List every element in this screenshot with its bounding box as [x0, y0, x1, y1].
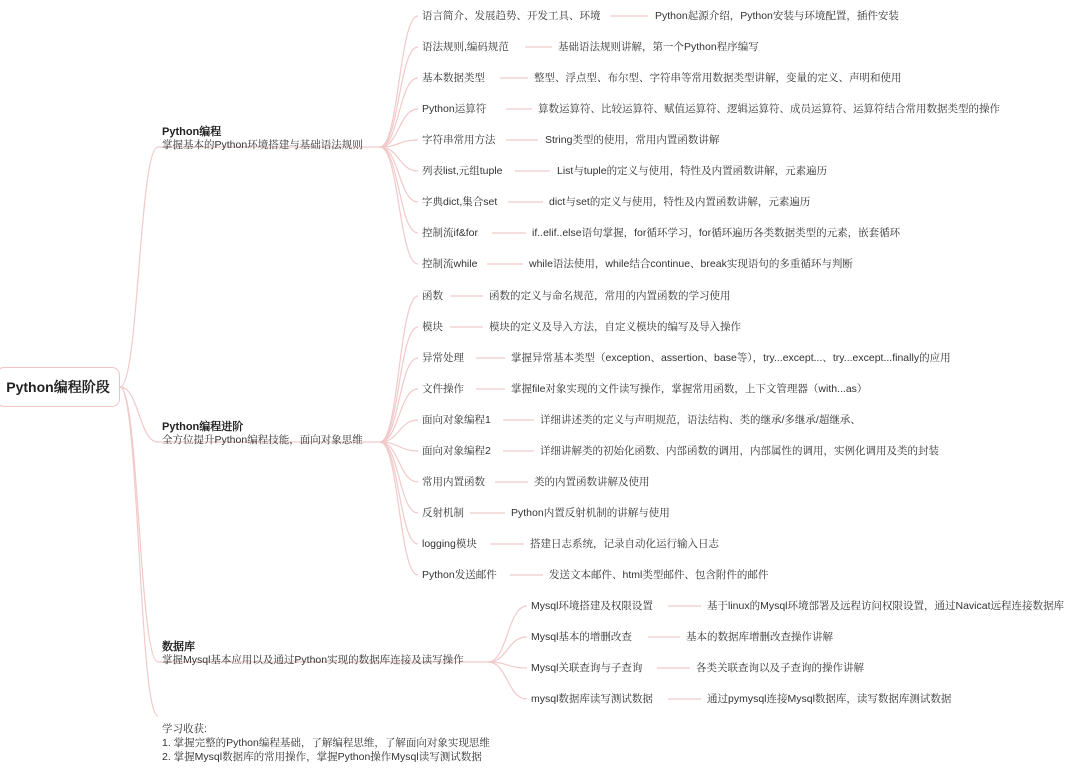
topic-label[interactable]: 列表list,元组tuple [422, 165, 503, 177]
topic-detail: String类型的使用，常用内置函数讲解 [545, 134, 720, 146]
branch-topic-link [380, 296, 418, 442]
topic-label[interactable]: 异常处理 [422, 352, 464, 364]
branch-database[interactable] [162, 641, 464, 667]
branch-topic-link [380, 47, 418, 147]
topic-label[interactable]: 面向对象编程2 [422, 445, 491, 457]
topic-label[interactable]: Python发送邮件 [422, 569, 497, 581]
topic-detail: if..elif..else语句掌握，for循环学习，for循环遍历各类数据类型的元素，嵌套循环 [532, 227, 901, 239]
topic-detail: 类的内置函数讲解及使用 [534, 476, 650, 488]
topic-detail: 详细讲述类的定义与声明规范，语法结构、类的继承/多继承/超继承、 [540, 414, 861, 426]
topic-label[interactable]: Python运算符 [422, 103, 487, 115]
root-branch-link [120, 147, 158, 387]
topic-detail: 基本的数据库增删改查操作讲解 [686, 631, 833, 643]
topic-label[interactable]: 函数 [422, 290, 443, 302]
topic-detail: Python内置反射机制的讲解与使用 [511, 507, 670, 519]
topic-detail: 详细讲解类的初始化函数、内部函数的调用，内部属性的调用，实例化调用及类的封装 [540, 445, 939, 457]
branch-topic-link [488, 606, 527, 662]
topic-label[interactable]: Mysql关联查询与子查询 [531, 662, 643, 674]
root-notes-link [120, 387, 158, 716]
branch-topic-link [380, 147, 418, 202]
root-label: Python编程阶段 [6, 379, 110, 395]
topic-detail: 整型、浮点型、布尔型、字符串等常用数据类型讲解，变量的定义、声明和使用 [534, 72, 902, 84]
topic-label[interactable]: 控制流if&for [422, 227, 479, 239]
topic-detail: 掌握异常基本类型（exception、assertion、base等），try...except...、try...except...finally的应用 [511, 352, 951, 364]
branch-topic-link [380, 327, 418, 442]
topic-label[interactable]: 反射机制 [422, 507, 464, 519]
branch-topic-link [488, 637, 527, 662]
learning-outcomes [162, 722, 490, 764]
branch-python-advanced[interactable] [162, 421, 363, 447]
branch-topic-link [380, 78, 418, 147]
root-node[interactable] [0, 367, 120, 407]
notes-item: 2. 掌握Mysql数据库的常用操作，掌握Python操作Mysql读写测试数据 [162, 751, 482, 763]
topic-detail: 模块的定义及导入方法，自定义模块的编写及导入操作 [489, 321, 741, 333]
branch-topic-link [380, 147, 418, 264]
topic-detail: 发送文本邮件、html类型邮件、包含附件的邮件 [549, 569, 769, 581]
branch-topic-link [380, 389, 418, 442]
topic-label[interactable]: 基本数据类型 [422, 72, 485, 84]
branch-subtitle: 掌握Mysql基本应用以及通过Python实现的数据库连接及读写操作 [162, 654, 464, 666]
topic-label[interactable]: 面向对象编程1 [422, 414, 491, 426]
notes-item: 1. 掌握完整的Python编程基础，了解编程思维，了解面向对象实现思维 [162, 737, 490, 749]
topic-detail: 通过pymysql连接Mysql数据库，读写数据库测试数据 [707, 693, 952, 705]
branch-topic-link [380, 442, 418, 513]
topic-detail: 算数运算符、比较运算符、赋值运算符、逻辑运算符、成员运算符、运算符结合常用数据类型的操作 [538, 103, 1000, 115]
topic-label[interactable]: 语言简介、发展趋势、开发工具、环境 [422, 10, 601, 22]
branch-topic-link [380, 442, 418, 544]
topic-label[interactable]: 字典dict,集合set [422, 196, 498, 208]
topic-label[interactable]: 模块 [422, 321, 443, 333]
topic-label[interactable]: 文件操作 [422, 383, 464, 395]
branch-title: 数据库 [162, 641, 195, 653]
topic-label[interactable]: Mysql环境搭建及权限设置 [531, 600, 653, 612]
branch-title: Python编程进阶 [162, 421, 244, 433]
topic-detail: 基础语法规则讲解，第一个Python程序编写 [558, 41, 759, 53]
topic-detail: 各类关联查询以及子查询的操作讲解 [696, 662, 864, 674]
topic-detail: 掌握file对象实现的文件读写操作，掌握常用函数，上下文管理器（with...as） [511, 383, 868, 395]
topic-detail: while语法使用，while结合continue、break实现语句的多重循环与判断 [529, 258, 853, 270]
notes-title: 学习收获: [162, 723, 207, 735]
branch-subtitle: 掌握基本的Python环境搭建与基础语法规则 [162, 139, 363, 151]
topic-detail: 基于linux的Mysql环境部署及远程访问权限设置，通过Navicat远程连接数据库 [707, 600, 1065, 612]
topic-label[interactable]: Mysql基本的增删改查 [531, 631, 632, 643]
topic-label[interactable]: 语法规则,编码规范 [422, 41, 509, 53]
branch-python-basics[interactable] [162, 126, 363, 152]
root-branch-link [120, 387, 158, 662]
topic-detail: 搭建日志系统，记录自动化运行输入日志 [530, 538, 719, 550]
topic-detail: List与tuple的定义与使用，特性及内置函数讲解，元素遍历 [557, 165, 828, 177]
topic-label[interactable]: 字符串常用方法 [422, 134, 496, 146]
branch-title: Python编程 [162, 126, 222, 138]
topic-label[interactable]: logging模块 [422, 538, 477, 550]
topic-label[interactable]: 控制流while [422, 258, 478, 270]
branch-subtitle: 全方位提升Python编程技能，面向对象思维 [162, 434, 363, 446]
topic-label[interactable]: 常用内置函数 [422, 476, 485, 488]
topic-detail: dict与set的定义与使用，特性及内置函数讲解，元素遍历 [549, 196, 811, 208]
topic-detail: 函数的定义与命名规范，常用的内置函数的学习使用 [489, 290, 731, 302]
topic-detail: Python起源介绍，Python安装与环境配置，插件安装 [655, 10, 899, 22]
topic-label[interactable]: mysql数据库读写测试数据 [531, 693, 653, 705]
